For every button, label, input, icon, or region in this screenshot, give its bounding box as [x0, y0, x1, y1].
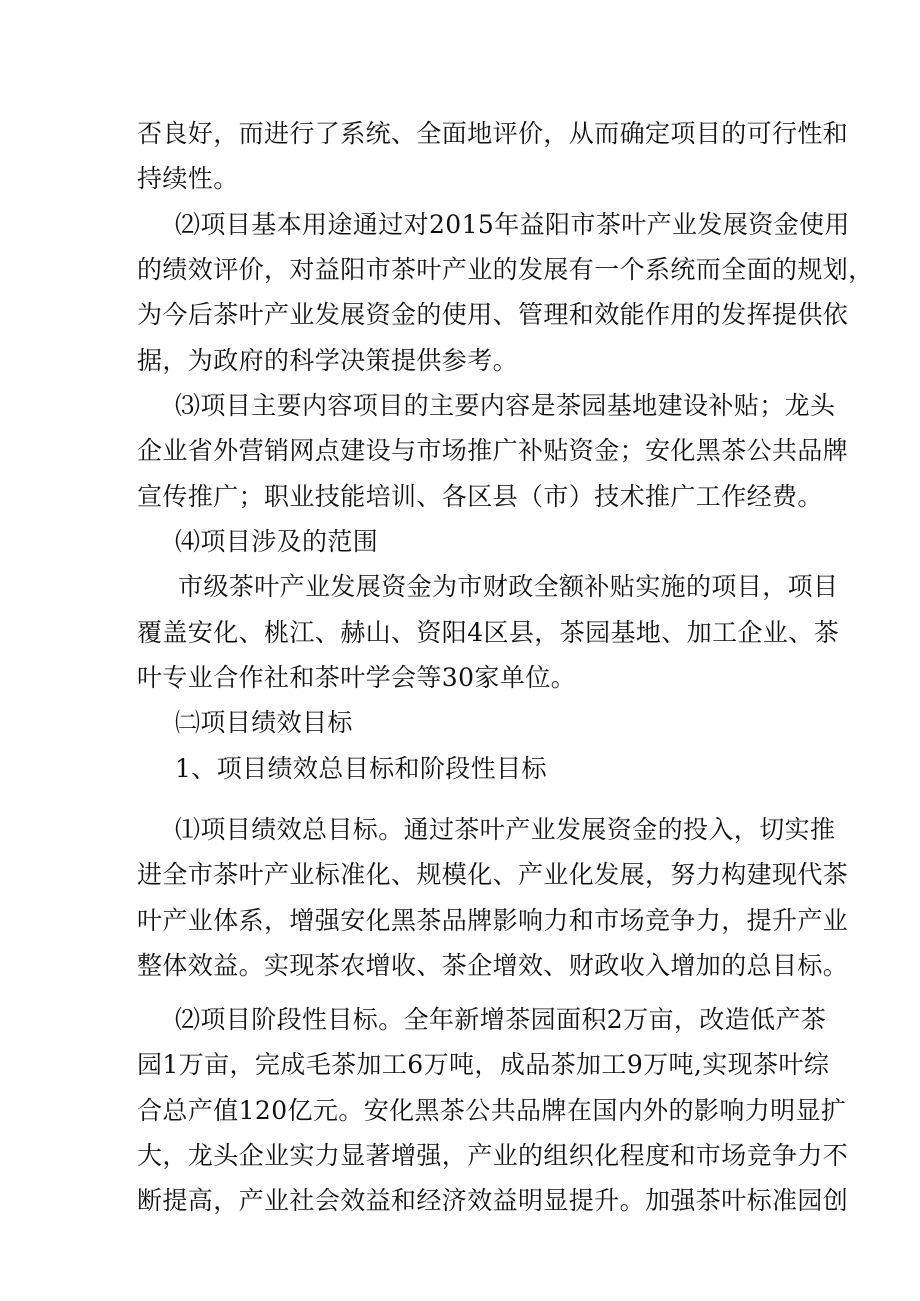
text-line: 大，龙头企业实力显著增强，产业的组织化程度和市场竞争力不 — [137, 1141, 849, 1170]
text-line: 合总产值120亿元。安化黑茶公共品牌在国内外的影响力明显扩 — [137, 1096, 847, 1125]
text-line: 为今后茶叶产业发展资金的使用、管理和效能作用的发挥提供依 — [137, 300, 849, 329]
text-line: ⑴项目绩效总目标。通过茶叶产业发展资金的投入，切实推 — [175, 815, 836, 844]
section-heading: 1、项目绩效总目标和阶段性目标 — [175, 754, 547, 783]
text-line: 持续性。 — [137, 164, 239, 193]
text-line: 园1万亩，完成毛茶加工6万吨，成品茶加工9万吨,实现茶叶综 — [137, 1050, 830, 1079]
text-line: 市级茶叶产业发展资金为市财政全额补贴实施的项目，项目 — [178, 572, 839, 601]
text-line: ⑷项目涉及的范围 — [175, 527, 379, 556]
text-line: 断提高，产业社会效益和经济效益明显提升。加强茶叶标准园创 — [137, 1186, 849, 1215]
text-line: 覆盖安化、桃江、赫山、资阳4区县，茶园基地、加工企业、茶 — [137, 618, 840, 647]
text-line: 进全市茶叶产业标准化、规模化、产业化发展，努力构建现代茶 — [137, 860, 849, 889]
section-heading: ㈡项目绩效目标 — [175, 708, 353, 737]
text-line: 整体效益。实现茶农增收、茶企增效、财政收入增加的总目标。 — [137, 951, 849, 980]
text-line: 宣传推广；职业技能培训、各区县（市）技术推广工作经费。 — [137, 482, 823, 511]
text-line: 据，为政府的科学决策提供参考。 — [137, 346, 519, 375]
text-line: ⑵项目基本用途通过对2015年益阳市茶叶产业发展资金使用 — [175, 210, 850, 239]
text-line: 的绩效评价，对益阳市茶叶产业的发展有一个系统而全面的规划， — [137, 255, 874, 284]
text-line: 否良好，而进行了系统、全面地评价，从而确定项目的可行性和 — [137, 119, 849, 148]
text-line: 企业省外营销网点建设与市场推广补贴资金；安化黑茶公共品牌 — [137, 436, 849, 465]
text-line: 叶专业合作社和茶叶学会等30家单位。 — [137, 663, 577, 692]
text-line: 叶产业体系，增强安化黑茶品牌影响力和市场竞争力，提升产业 — [137, 906, 849, 935]
text-line: ⑶项目主要内容项目的主要内容是茶园基地建设补贴；龙头 — [175, 391, 836, 420]
text-line: ⑵项目阶段性目标。全年新增茶园面积2万亩，改造低产茶 — [175, 1005, 827, 1034]
